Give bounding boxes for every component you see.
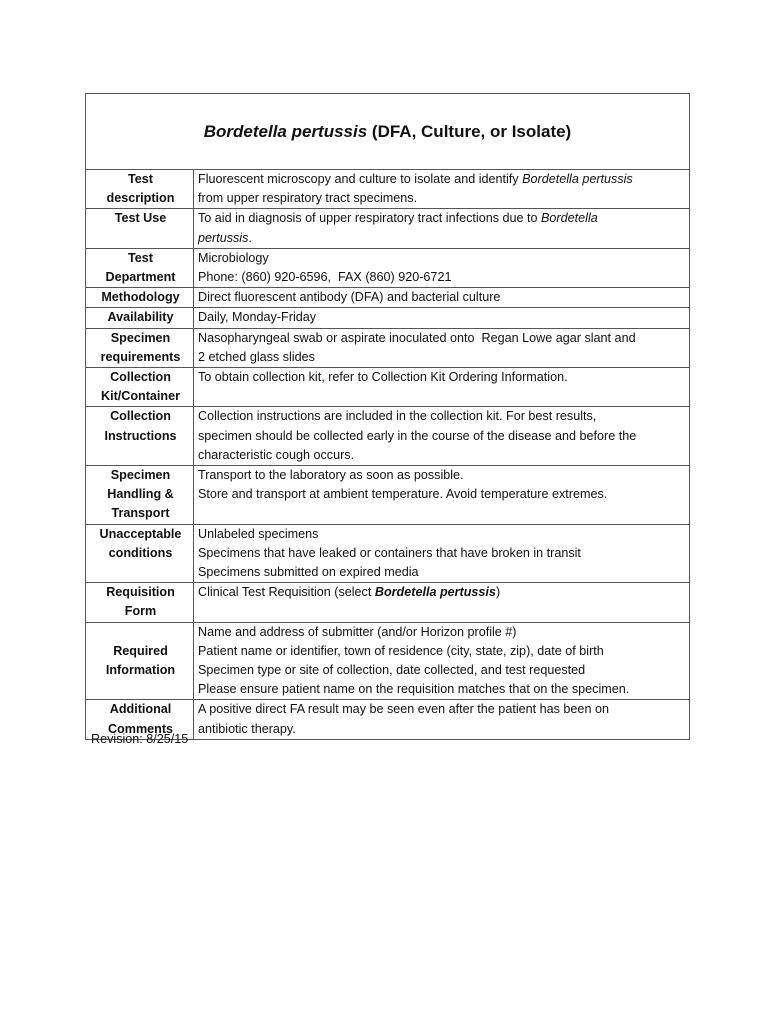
value-required-information: Name and address of submitter (and/or Horizon profile #) Patient name or identifier, town of residence (city, state, zip), date of birth Specimen type or site of collection, date collected, and test requested Please ensure patient name on the requisition matches that on the specimen.: [194, 622, 690, 700]
info-sheet: [85, 93, 690, 740]
row-methodology: [86, 288, 689, 308]
value-test-use: To aid in diagnosis of upper respiratory tract infections due to Bordetella pertussis.: [194, 209, 690, 248]
row-unacceptable-conditions: [86, 524, 689, 583]
value-test-department: Microbiology Phone: (860) 920-6596, FAX (860) 920-6721: [194, 248, 690, 287]
label-availability: Availability: [86, 308, 194, 328]
row-test-description: [86, 170, 689, 209]
title-species: Bordetella pertussis: [203, 121, 368, 141]
row-collection-kit: [86, 368, 689, 407]
row-required-information: [86, 622, 689, 700]
value-requisition-form: Clinical Test Requisition (select Bordetella pertussis): [194, 583, 690, 622]
row-collection-instructions: [86, 407, 689, 466]
revision-date: Revision: 8/25/15: [91, 732, 189, 746]
row-test-department: [86, 248, 689, 287]
value-test-description: Fluorescent microscopy and culture to isolate and identify Bordetella pertussis from upper respiratory tract specimens.: [198, 172, 633, 206]
value-unacceptable-conditions: Unlabeled specimens Specimens that have leaked or containers that have broken in transit Specimens submitted on expired media: [194, 524, 690, 583]
row-specimen-requirements: [86, 328, 689, 367]
page-title: [86, 94, 689, 170]
value-specimen-requirements: Nasopharyngeal swab or aspirate inoculated onto Regan Lowe agar slant and 2 etched glass slides: [194, 328, 690, 367]
value-additional-comments: A positive direct FA result may be seen even after the patient has been on antibiotic therapy.: [194, 700, 690, 739]
label-specimen-requirements: Specimen requirements: [86, 328, 194, 367]
row-requisition-form: [86, 583, 689, 622]
value-collection-kit: To obtain collection kit, refer to Collection Kit Ordering Information.: [194, 368, 690, 407]
label-additional-comments: Additional Comments: [86, 700, 194, 739]
label-required-information: Required Information: [86, 622, 194, 700]
row-test-use: [86, 209, 689, 248]
department-phone: Phone: (860) 920-6596, FAX (860) 920-6721: [198, 270, 452, 285]
value-methodology: Direct fluorescent antibody (DFA) and bacterial culture: [194, 288, 690, 308]
value-availability: Daily, Monday-Friday: [194, 308, 690, 328]
label-test-department: Test Department: [86, 248, 194, 287]
title-method: (DFA, Culture, or Isolate): [367, 121, 572, 141]
test-info-table: [86, 170, 689, 739]
row-specimen-handling: [86, 466, 689, 525]
label-collection-kit: Collection Kit/Container: [86, 368, 194, 407]
label-test-description: Test description: [86, 170, 194, 209]
label-unacceptable-conditions: Unacceptable conditions: [86, 524, 194, 583]
label-test-use: Test Use: [86, 209, 194, 248]
value-collection-instructions: Collection instructions are included in the collection kit. For best results, specimen should be collected early in the course of the disease and before the characteristic cough occurs.: [194, 407, 690, 466]
label-requisition-form: Requisition Form: [86, 583, 194, 622]
label-specimen-handling: Specimen Handling & Transport: [86, 466, 194, 525]
row-availability: [86, 308, 689, 328]
label-collection-instructions: Collection Instructions: [86, 407, 194, 466]
label-methodology: Methodology: [86, 288, 194, 308]
value-specimen-handling: Transport to the laboratory as soon as possible. Store and transport at ambient temperature. Avoid temperature extremes.: [194, 466, 690, 525]
